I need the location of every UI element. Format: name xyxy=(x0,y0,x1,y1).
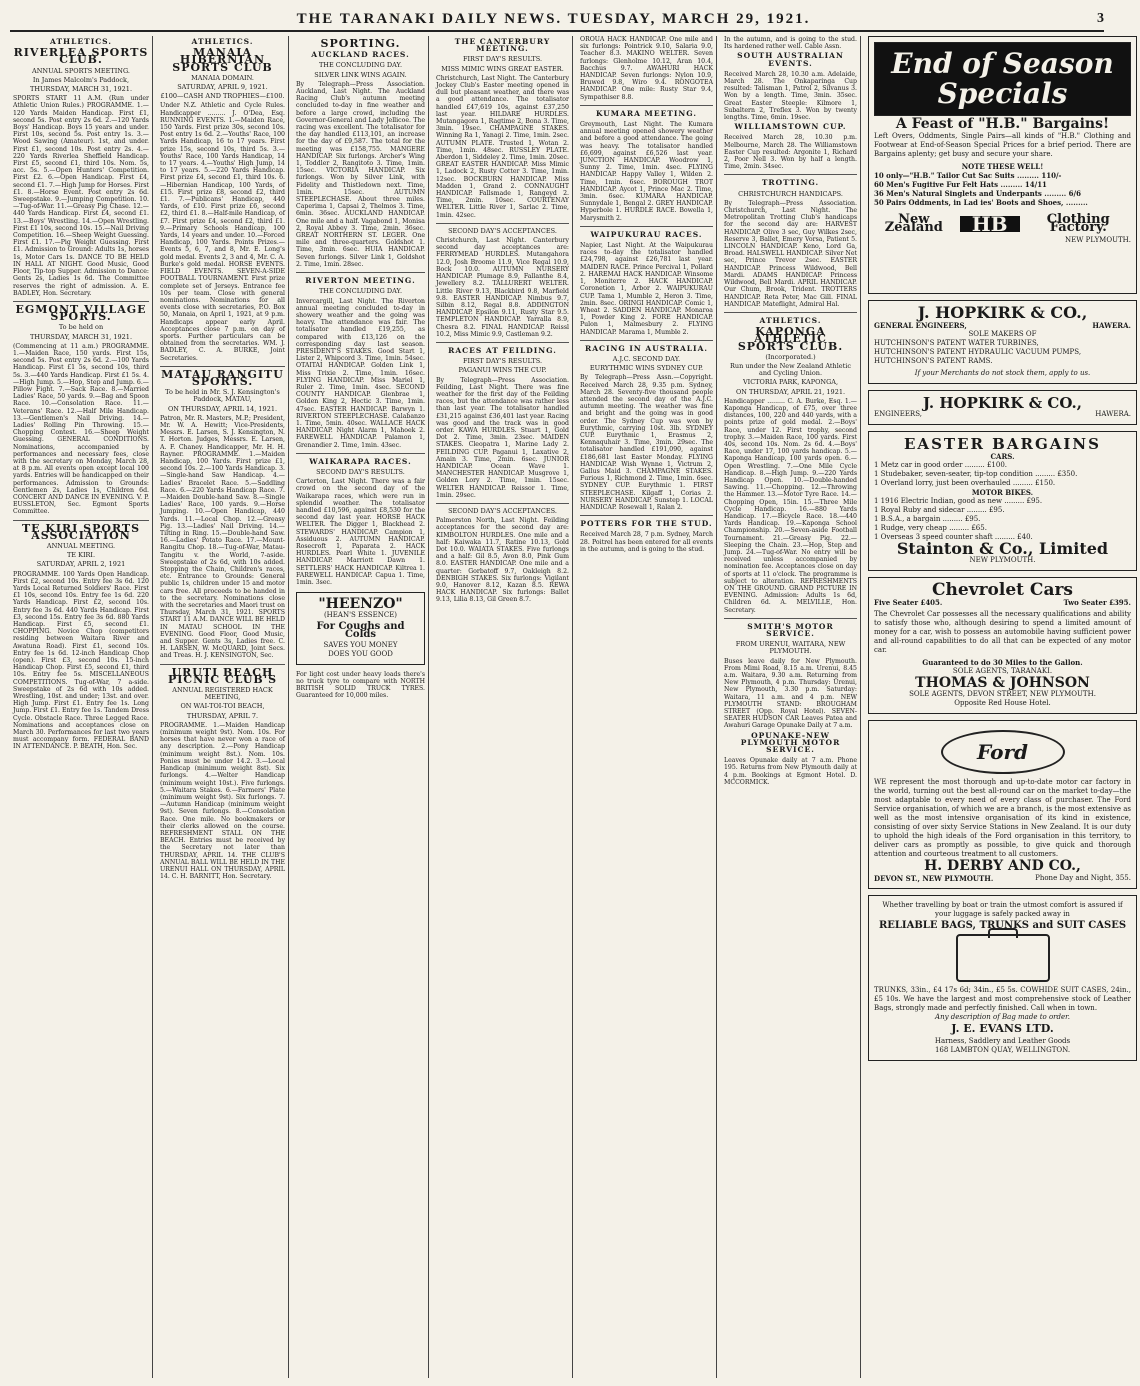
event-title: MATAU RANGITU SPORTS. xyxy=(161,367,284,388)
article-title: AUCKLAND RACES. xyxy=(311,50,410,60)
price-two-seater: Two Seater £395. xyxy=(1063,597,1131,607)
event-venue: VICTORIA PARK, KAPONGA, xyxy=(742,378,839,387)
advert-line: SAVES YOU MONEY xyxy=(323,640,398,649)
advert-title: J. HOPKIRK & CO., xyxy=(922,393,1082,412)
event-subtitle: To be held in Mr. S. J. Kensington's Paddock, MATAU, xyxy=(165,388,280,404)
article-text: By Telegraph—Press Association. Feilding, Last Night. There was fine weather for the first day of the Feilding races, but the attendance was rather less than last year. The totalisator handled £31,215 against £36,401 last year. Racing was good and the track was in good order. KAWA HURDLES. Stuart 1, Gold Dot 2. Time, 3min. 23sec. MAIDEN STAKES. Cleopatra 1, Marine Lady 2. FEILDING CUP. Paganui 1, Laxative 2, Amain 3. Time, 2min. 6sec. JUNIOR HANDICAP. Ocean Wave 1. MANCHESTER HANDICAP. Musgrove 1, Golden Lory 2. Time, 1min. 15sec. WELTER HANDICAP. Reissor 1. Time, 1min. 29sec. xyxy=(436,376,569,499)
article-title: KUMARA MEETING. xyxy=(595,108,697,118)
article-text: Christchurch, Last Night. Canterbury second day acceptances are: FERRYMEAD HURDLES. Mutangahora 12.0, Josh Broome 11.9, Vice Regal 10.9, Bock 10.0. AUTUMN NURSERY HANDICAP. Plumage 8.9, Fallanthe 8.4, Jewellery 8.2. TALLURERT WELTER. Little River 9.13, Blackbird 9.8, Marfield 9.8. EASTER HANDICAP. Nimbus 9.7, Silbin 8.12, Regal 8.8. ADDINGTON HANDICAP. Epsilon 9.11, Rusty Star 9.5. TEMPLETON HANDICAP. Yarralla 8.9, Chesra 8.2. FINAL HANDICAP. Reissl 10.2, Miss Mimic 9.9, Castleman 9.2. xyxy=(436,237,569,338)
event-subtitle: Run under the New Zealand Athletic and Cycling Union. xyxy=(729,361,851,378)
event-subtitle: ANNUAL MEETING. xyxy=(46,542,116,550)
car-item: 1 Metz car in good order ......... £100. xyxy=(874,460,1008,469)
banner-script: End of Season xyxy=(891,47,1114,80)
advert-title: SMITH'S MOTOR SERVICE. xyxy=(747,621,834,639)
event-date: SATURDAY, APRIL 9, 1921. xyxy=(177,83,268,92)
event-title: EGMONT VILLAGE SPORTS. xyxy=(15,302,147,324)
event-date: ON THURSDAY, APRIL 14, 1921. xyxy=(167,404,278,413)
advert-brand: THOMAS & JOHNSON xyxy=(915,674,1090,691)
article-text: Received March 28, 7 p.m. Sydney, March 28. Poitrel has been entered for all events in the autumn, and is going to the stud. xyxy=(580,531,713,553)
hb-logo-row xyxy=(874,213,1131,236)
advert-text: The Chevrolet Car possesses all the necessary qualifications and ability to satisfy those who, although desiring to spend a limited amount of money for a car, wish to possess an automobile having sufficient power and all-round capabilities to do all that can be expected of any motor car. xyxy=(874,609,1131,654)
advert-guarantee: Guaranteed to do 30 Miles to the Gallon. xyxy=(922,657,1083,667)
article-text: OROUA HACK HANDICAP. One mile and six furlongs: Pointrick 9.10, Salaria 9.0, Teacher 8.3. MAKINO WELTER. Seven furlongs: Glenholme 10.12, Aran 10.4, Bacchus 9.7. AWAHURI HACK HANDICAP. Seven furlongs: Nylon 10.9, Bruwed 9.8, Wiro 9.4. RONGOTEA HANDICAP. One mile: Rusty Star 9.4, Sympathiser 8.8. xyxy=(580,36,713,101)
advert-brand: "HEENZO" xyxy=(318,596,403,613)
article-title: SOUTH AUSTRALIAN EVENTS. xyxy=(737,51,844,68)
advert-phone: Phone Day and Night, 355. xyxy=(1035,873,1131,882)
divider xyxy=(160,664,285,665)
event-prize: £100—CASH AND TROPHIES—£100. xyxy=(160,92,285,101)
car-item: 1 Overland lorry, just been overhauled ......... £150. xyxy=(874,478,1056,487)
event-text: PROGRAMME. 1.—Maiden Handicap (minimum weight 9st). Nom. 10s. For horses that have never won a race of any description. 2.—Pony Handicap (minimum weight 8st.). Nom. 10s. Ponies must be under 14.2. 3.—Local Handicap (minimum weight 8st). Six furlongs. 4.—Welter Handicap (minimum weight 10st.). Five furlongs. 5.—Waitara Stakes. 6.—Farmers' Plate (minimum weight 9st). Six furlongs. 7.—Autumn Handicap (minimum weight 9st). Seven furlongs. 8.—Consolation Race. One mile. No bookmakers or their clerks allowed on the course. REFRESHMENT STALL ON THE BEACH. Entries must be received by the Secretary not later than THURSDAY, APRIL 14. THE CLUB'S ANNUAL BALL WILL BE HELD IN THE URENUI HALL ON THURSDAY, APRIL 14. C. H. BARNITT, Hon. Secretary. xyxy=(160,721,285,881)
product-item: HUTCHINSON'S PATENT HYDRAULIC VACUUM PUMPS, xyxy=(874,347,1082,356)
advert-text: WE represent the most thorough and up-to-date motor car factory in the world, turning out the best all-round car on the market to-day—the most adaptable to every need of every class of purchaser. The Ford Service organisation, of which we are a branch, is the most extensive as well as the most intensive organisation of its kind in existence, consisting of over sixty Service Stations in New Zealand. It is our duty to uphold the high ideals of the Ford organisation in this territory, to deliver cars as promptly as possible, to give quick and thorough attention and courteous treatment to all customers. xyxy=(874,778,1131,858)
divider xyxy=(724,618,857,619)
advert-text: For light cost under heavy loads there's no truck tyre to compare with NORTH BRITISH SOLID TRUCK TYRES. Guaranteed for 10,000 miles. xyxy=(296,670,425,700)
ford-advert xyxy=(868,720,1137,889)
advert-text: Whether travelling by boat or train the utmost comfort is assured if your luggage is safely packed away in xyxy=(882,900,1123,918)
hb-logo: HB xyxy=(960,216,1020,233)
event-subtitle: ANNUAL SPORTS MEETING. xyxy=(32,66,130,75)
car-item: 1 Studebaker, seven-seater, tip-top condition ......... £350. xyxy=(874,469,1078,478)
hopkirk-advert xyxy=(868,300,1137,384)
advert-brand: J. E. EVANS LTD. xyxy=(951,1022,1054,1035)
event-title: MANAIA HIBERNIAN SPORTS CLUB xyxy=(172,46,273,74)
column-6 xyxy=(721,36,861,1378)
article-subtitle: PAGANUI WINS THE CUP. xyxy=(458,366,547,375)
page-number: 3 xyxy=(1097,11,1104,26)
advert-line: DOES YOU GOOD xyxy=(328,649,393,658)
event-date: ON THURSDAY, APRIL 21, 1921. xyxy=(735,387,846,396)
advert-note-title: NOTE THESE WELL! xyxy=(961,161,1044,171)
event-subtitle: ANNUAL REGISTERED HACK MEETING, xyxy=(172,686,273,702)
advert-line: For Coughs and Colds xyxy=(316,621,405,640)
bike-item: 1 Rudge, very cheap ......... £65. xyxy=(874,523,987,532)
event-venue: TE KIRI. xyxy=(66,551,96,560)
article-subtitle: EURYTHMIC WINS SYDNEY CUP. xyxy=(589,364,704,373)
divider xyxy=(580,226,713,227)
event-text: Under N.Z. Athletic and Cycle Rules. Handicapper ......... J. O'Dea, Esq. RUNNING EVENTS. 1.—Maiden Race, 150 Yards. First prize 30s, second 10s. Post entry 1s 6d. 2.—Youths' Race, 100 Yards Handicap, 16 to 17 years. First prize 15s, second 10s, third 5s. 3.—Youths' Race, 100 Yards Handicap, 14 to 17 years. 4.—Youths' High Jump, 14 to 17 years. 5.—220 Yards Handicap. First prize £4, second £1, third 10s. 6.—Hibernian Handicap, 100 Yards, of £15. First prize £8, second £2, third £1. 7.—Publicans' Handicap, 440 Yards, of £10. First prize £6, second £2, third £1. 8.—Half-mile Handicap, of £7. First prize £4, second £2, third £1. 9.—Primary Schools Handicap, 100 Yards, 14 years and under. 10.—Forced Handicap, 100 Yards. Points Prizes.—Events 5, 6, 7, and 8, Mr. E. Long's gold medal. Events 2, 3 and 4, Mr. C. A. Burke's gold medal. HORSE EVENTS. FIELD EVENTS. SEVEN-A-SIDE FOOTBALL TOURNAMENT. First prize complete set of Jerseys. Entrance fee 10s per team. Close with general nominations. Nominations for all events close with secretaries, P.O. Box 50, Manaia, on April 1, 1921, at 9 p.m. Handicaps appear early April. Acceptances close 7 p.m. on day of sports. Further particulars can be obtained from the secretaries. WM. J. BADLEY, C. A. BURKE, Joint Secretaries. xyxy=(160,102,285,362)
section-heading: ATHLETICS. xyxy=(191,37,254,46)
event-text: (Commencing at 11 a.m.) PROGRAMME. 1.—Maiden Race, 150 yards. First 15s, second 5s. Post entry 2s 6d. 2.—100 Yards Handicap. First £1 5s, second 10s, third 5s. 3.—440 Yards Handicap. First £1 5s. 4.—High Jump. 5.—Hop, Step and Jump. 6.—Pillow Fight. 7.—Sack Race. 8.—Married Ladies' Race, 50 yards. 9.—Bag and Spoon Race. 10.—Consolation Race. 11.—Veterans' Race. 12.—Half Mile Handicap. 13.—Gentlemen's Nail Driving. 14.—Ladies' Rolling Pin Throwing. 15.—Chopping Contest. 16.—Sheep Weight Guessing. GENERAL CONDITIONS. Nominations, accompanied by performances and necessary fees, close with the secretary on Monday, March 28, at 8 p.m. All events open except local 100 yards. Entries will be handicapped on their performances. Admission to Grounds: Gentlemen 2s, Ladies 1s, Children 6d. CONCERT AND DANCE IN EVENING. V. P. EUSSLETON, Sec. Egmont Sports Committee. xyxy=(13,342,149,516)
advert-subtitle: HAWERA. xyxy=(1095,410,1131,418)
article-text: Napier, Last Night. At the Waipukurau races to-day the totalisator handled £24,798, against £26,781 last year. MAIDEN RACE. Prince Percival 1, Pollard 2. HAREMAI HACK HANDICAP. Winsome 1, Moniterre 2. HACK HANDICAP. Coronetion 1, Arbor 2. WAIPUKURAU CUP. Tama 1, Mumble 2, Heron 3. Time, 2min. 8sec. ORINGI HANDICAP. Comic 1, Wheat 2. SADDEN HANDICAP. Monaroa 1, Powder King 2. FORE HANDICAP. Pulon 1, Malmesbury 2. FLYING HANDICAP. Marama 1, Mumble 2. xyxy=(580,242,713,336)
product-item: HUTCHINSON'S PATENT WATER TURBINES, xyxy=(874,338,1039,347)
column-4 xyxy=(433,36,573,1378)
advert-subtitle: GENERAL ENGINEERS, xyxy=(874,320,967,330)
article-title: WILLIAMSTOWN CUP. xyxy=(734,122,847,132)
article-subtitle: CHRISTCHURCH HANDICAPS. xyxy=(738,189,843,198)
article-text: In the autumn, and is going to the stud. Its hardened rather well. Cable Assn. xyxy=(724,36,857,51)
event-subtitle: To be held on xyxy=(58,323,104,332)
divider xyxy=(160,366,285,367)
event-title: RIVERLEA SPORTS CLUB. xyxy=(13,46,149,67)
article-text: By Telegraph—Press Assn.—Copyright. Received March 28, 9.35 p.m. Sydney, March 28. Seventy-five thousand people attended the second day of the A.J.C. autumn meeting. The weather was fine and bright and the going was in good order. The Sydney Cup was won by Eurythmic, carrying 10st. 3lb. SYDNEY CUP. Eurythmic 1, Erasmus 2, Kennaquhair 3. Time, 3min. 29sec. The totalisator handled £191,090, against £186,681 last Easter Monday. FLYING HANDICAP. Wish Wynne 1, Victrum 2, Gallus Maid 3. CHAMPAGNE STAKES. Furious 1, Richmond 2. Time, 1min. 6sec. SYDNEY CUP. Eurythmic 1. FIRST STEEPLECHASE. Kilgaff 1, Corias 2. NURSERY HANDICAP. Sunstep 1. LOCAL HANDICAP. Rosewall 1, Ralan 2. xyxy=(580,374,713,511)
article-text: Christchurch, Last Night. The Canterbury Jockey Club's Easter meeting opened in dull but pleasant weather, and there was a good attendance. The totalisator handled £47,619 10s, against £37,250 last year. HILDARE HURDLES. Mutangagora 1, Ragtime 2, Bona 3. Time, 3min. 19sec. CHAMPAGNE STAKES. Winning Ra 1, Yanagi 2. Time, 1min. 2sec. AUTUMN PLATE. Trusted 1, Wotan 2. Time, 1min. 48sec. RUSSLEY PLATE. Aberdon 1, Siddeley 2. Time, 1min. 20sec. GREAT EASTER HANDICAP. Miss Mimic 1, Ladock 2, Rusty Cotter 3. Time, 1min. 12sec. BOCKBURN HANDICAP. Miss Madden 1, Grand 2. CONNAUGHT HANDICAP. Fallsmade 1, Rangeyd 2. Time, 2min. 10sec. COURTENAY WELTER. Little River 1, Sarlac 2. Time, 1min. 42sec. xyxy=(436,74,569,219)
advert-title: OPUNAKE-NEW PLYMOUTH MOTOR SERVICE. xyxy=(740,730,841,755)
bike-item: 1 1916 Electric Indian, good as new ......... £95. xyxy=(874,496,1043,505)
article-text: Received March 28, 10.30 a.m. Adelaide, March 28. The Onkaparinga Cup resulted: Talisman 1, Patrol 2, Silvanus 3. Won by a length. Time, 3min. 35sec. Great Easter Steeple: Kilmore 1, Subaltern 2, Treflex 3. Won by twenty lengths. Time, 6min. 19sec. xyxy=(724,70,857,122)
event-date: THURSDAY, MARCH 31, 1921. xyxy=(29,332,133,341)
article-text: Received March 28, 10.30 p.m. Melbourne, March 28. The Williamstown Easter Cup resulted: Argonite 1, Richard 2, Poor Nell 3. Won by half a length. Time, 2min. 34sec. xyxy=(724,134,857,171)
advert-text: Left Overs, Oddments, Single Pairs—all kinds of "H.B." Clothing and Footwear at End-of-Season Special Prices for a brief period. There are Bargains aplenty; get busy and secure your share. xyxy=(874,131,1131,158)
event-venue: In James Malcolm's Paddock, xyxy=(32,75,130,84)
event-text: SPORTS START 11 A.M. (Run under Athletic Union Rules.) PROGRAMME. 1.—120 Yards Maiden Handicap. First £1, second 5s. Post entry 2s 6d. 2.—120 Yards Boys' Handicap. Boys 15 years and under. First 10s, second 5s. Post entry 1s. 3.—Wood Sawing (Amateur). 1st, and under. First £1, second 10s. Post entry 2s. 4.—220 Yards Riverlea Sheffield Handicap. First £5, second £1, third 10s. Nom. 5s, acc. 5s. 5.—Open Hunters' Competition. First £2. 6.—Open Handicap. First £4, second £1. 7.—High Jump for Horses. First £1. 8.—Horse Event. Post entry 2s 6d. Sweepstake. 9.—Jumping Competition. 10.—Tug-of-War. 11.—Greasy Pig Chase. 12.—440 Yards Handicap. First £4, second £1. 13.—Boys' Wrestling. 14.—Open Wrestling. First £1 10s, second 10s. 15.—Nail Driving Competition. 16.—Sheep Weight Guessing. First £1. 17.—Pig Weight Guessing. First £1. Admission to Ground: Adults 1s, horses 1s, Motor Cars 1s. DANCE TO BE HELD IN HALL AT NIGHT. Good Music, Good Floor, Tip-top Supper. Admission to Dance: Gents 2s, Ladies 1s 6d. The Committee reserves the right of admission. A. E. BADLEY, Hon. Secretary. xyxy=(13,95,149,297)
column-3 xyxy=(293,36,429,1378)
article-text: Palmerston North, Last Night. Feilding acceptances for the second day are: KIMBOLTON HURDLES. One mile and a half: Kaiwaka 11.7, Ratine 10.13, Gold Dot 10.0. WAIATA STAKES. Five furlongs and a half: Gil 8.5, Avon 8.0, Pink Gum 8.0. EASTER HANDICAP. One mile and a quarter: Gorbatoff 9.7, Oakleigh 8.2. DENBIGH STAKES. Six furlongs: Vigilant 9.0, Hanover 8.12, Kazan 8.5. REWA HACK HANDICAP. Six furlongs: Ballet 9.13, Lilia 8.13, Gil Green 8.7. xyxy=(436,517,569,604)
article-subtitle: THE CONCLUDING DAY. xyxy=(318,61,403,70)
bike-item: 1 Overseas 3 speed counter shaft ......... £40. xyxy=(874,532,1033,541)
stainton-advert xyxy=(868,431,1137,571)
advert-brand: H. DERBY AND CO., xyxy=(924,858,1081,874)
article-title: RACING IN AUSTRALIA. xyxy=(585,343,708,353)
hopkirk-advert-small xyxy=(868,390,1137,426)
advert-title: A Feast of "H.B." Bargains! xyxy=(895,116,1110,132)
article-title: WAIKARAPA RACES. xyxy=(309,456,412,466)
advert-subtitle: SOLE AGENTS, DEVON STREET, NEW PLYMOUTH. xyxy=(909,690,1096,698)
column-7 xyxy=(865,36,1140,1378)
advert-location: NEW PLYMOUTH. xyxy=(969,556,1036,564)
article-text: Carterton, Last Night. There was a fair crowd on the second day of the Waikarapa races, which were run in splendid weather. The totalisator handled £10,596, against £8,530 for the second day last year. HORSE HACK WELTER. The Digger 1, Blackhead 2. STEWARDS' HANDICAP. Campion 1, Assiduous 2. AUTUMN HANDICAP. Rosecroft 1, Paparata 2. HACK HURDLES. Pearl White 1. JUVENILE HANDICAP. Marriott Dawn 1. SETTLERS' HACK HANDICAP. Kiltrea 1. FAREWELL HANDICAP. Capua 1. Time, 1min. 3sec. xyxy=(296,478,425,587)
event-text: Patron, Mr. R. Masters, M.P.; President, Mr. W. A. Hewitt; Vice-Presidents, Messrs. E. Larsen, S. J. Kensington, N. T. Horton. Judges, Messrs. E. Larsen, A. F. Chaney. Handicapper, Mr. H. H. Rayner. PROGRAMME. 1.—Maiden Handicap, 100 Yards. First prize £1, second 10s. 2.—100 Yards Handicap. 3.—Single-hand Saw Handicap. 4.—Ladies' Bracelet Race. 5.—Saddling Race. 6.—220 Yards Handicap Race. 7.—Maiden Double-hand Saw. 8.—Single Ladies' Race, 100 yards. 9.—Horse Jumping. 10.—Open Handicap, 440 Yards. 11.—Local Chop. 12.—Greasy Pig. 13.—Ladies' Nail Driving. 14.—Tilting in Ring. 15.—Double-hand Saw. 16.—Ladies' Potato Race. 17.—Mount-Rangitu Chop. 18.—Tug-of-War, Matau-Tangitu v. the World, 7-aside. Sweepstake of 2s 6d, with 10s added. Stopping the Chain, Children's races, etc. Entrance to Grounds: General public 1s, children under 15 and motor cars free. All proceeds to be handed in to the secretary. Nominations close with the secretaries and Maori trust on Thursday, March 31, 1921. SPORTS START 11 A.M. DANCE WILL BE HELD IN MATAU SCHOOL IN THE EVENING. Good Floor, Good Music, and Supper. Gents 3s, Ladies free. C. H. LARSEN, W. McQUARD, Joint Secs. and Treas. H. J. KENSINGTON, Sec. xyxy=(160,414,285,660)
event-date: THURSDAY, MARCH 31, 1921. xyxy=(29,85,133,94)
advert-subrow xyxy=(874,874,1131,883)
heenzo-advert xyxy=(296,592,425,665)
column-1 xyxy=(10,36,153,1378)
divider xyxy=(580,340,713,341)
divider xyxy=(436,223,569,224)
advert-location: NEW PLYMOUTH. xyxy=(1065,235,1131,244)
advert-makers: SOLE MAKERS OF xyxy=(968,329,1037,338)
divider xyxy=(580,515,713,516)
article-title: WAIPUKURAU RACES. xyxy=(590,229,703,239)
article-title: RIVERTON MEETING. xyxy=(305,276,416,286)
advert-subtitle: Opposite Red House Hotel. xyxy=(954,699,1051,707)
advert-list: TRUNKS, 33in., £4 17s 6d; 34in., £5 5s. COWHIDE SUIT CASES, 24in., £5 10s. We have the largest and most comprehensive stock of Leather Bags, strongly made and perfectly finished. Call when in town. xyxy=(874,986,1131,1012)
article-text: Invercargill, Last Night. The Riverton annual meeting concluded to-day in showery weather and the going was heavy. The attendance was fair. The totalisator handled £19,255, as compared with £13,126 on the corresponding day last season. PRESIDENT'S STAKES. Good Start 1, Lister 2, Whipcord 3. Time, 1min. 54sec. OTAITAI HANDICAP. Golden Link 1, Miss Trixie 2. Time, 1min. 16sec. FLYING HANDICAP. Miss Mariel 1, Ruler 2. Time, 1min. 4sec. SECOND COUNTY HANDICAP. Glenbrae 1, Golden King 2, Hectic 3. Time, 1min. 47sec. EASTER HANDICAP. Barwyn 1. RIVERTON STEEPLECHASE. Calabanzo 1. Time, 5min. 40sec. WALLACE HACK HANDICAP. Night Alarm 1, Mahoek 2. FAREWELL HANDICAP. Palamon 1, Grenandier 2. Time, 1min. 43sec. xyxy=(296,297,425,449)
bargain-item: 60 Men's Fugitive Fur Felt Hats ......... 14/11 xyxy=(874,179,1047,189)
event-title: TE KIRI SPORTS ASSOCIATION xyxy=(21,521,141,542)
article-text: Greymouth, Last Night. The Kumara annual meeting opened showery weather and before a good attendance. The going was heavy. The totalisator handled £6,699, against £6,526 last year. JUNCTION HANDICAP. Woodrow 1, Sunny 2. Time, 1min. 4sec. FLYING HANDICAP. Happy Valley 1, Wilden 2. Time, 1min. 6sec. BOROUGH TROT HANDICAP. Aycot 1, Prince Mac 2. Time, 3min. 6sec. KUMARA HANDICAP. Sunnydale 1, Bengal 2. GREY HANDICAP. Hyperbole 1. HURDLE RACE. Bowella 1, Marysmith 2. xyxy=(580,121,713,222)
advert-subtitle: (HEAN'S ESSENCE) xyxy=(323,611,398,620)
divider xyxy=(724,174,857,175)
evans-luggage-advert xyxy=(868,895,1137,1061)
logo-right-text: Clothing Factory. xyxy=(1046,211,1110,235)
ford-logo: Ford xyxy=(941,730,1065,774)
divider xyxy=(13,301,149,302)
section-heading: ATHLETICS. xyxy=(50,37,112,46)
bargain-item: 10 only—"H.B." Tailor Cut Sac Suits ......... 110/- xyxy=(874,170,1062,180)
advert-category: MOTOR BIKES. xyxy=(971,487,1034,497)
advert-title: J. HOPKIRK & CO., xyxy=(917,303,1088,322)
event-venue: MANAIA DOMAIN. xyxy=(191,73,254,82)
advert-location: 168 LAMBTON QUAY, WELLINGTON. xyxy=(934,1045,1071,1054)
masthead xyxy=(10,8,1104,32)
article-text: By Telegraph—Press Association. Auckland, Last Night. The Auckland Racing Club's autumn meeting concluded to-day in fine weather and before a large crowd, including the Governor-General and Lady Jellicoe. The racing was excellent. The totalisator for the day handled £113,101, an increase for the day of £9,587. The total for the meeting was £158,755. MANGERE HANDICAP. Six furlongs. Archer's Wing 1, Toddler 2, Rangitoto 3. Time, 1min. 15sec. VICTORIA HANDICAP. Six furlongs. Won by Silver Link, with Fidelity and Thistledown next. Time, 1min. 15sec. AUTUMN STEEPLECHASE. About three miles. Caperima 1, Capsai 2, Thelmos 3. Time, 6min. 36sec. AUCKLAND HANDICAP. One mile and a half. Vagabond 1, Monisa 2, Royal Abbey 3. Time, 2min. 36sec. GREAT NORTHERN ST. LEGER. One mile and three-quarters. Goldshot 1. Time, 3min. 6sec. HUIA HANDICAP. Seven furlongs. Silver Link 1, Goldshot 2. Time, 1min. 28sec. xyxy=(296,80,425,268)
section-heading: SPORTING. xyxy=(320,37,401,50)
article-title: RACES AT FEILDING. xyxy=(448,345,557,355)
article-subtitle: SILVER LINK WINS AGAIN. xyxy=(314,70,407,79)
article-title: POTTERS FOR THE STUD. xyxy=(580,519,713,529)
end-of-season-banner xyxy=(874,42,1131,116)
advert-location: DEVON ST., NEW PLYMOUTH. xyxy=(874,873,994,883)
article-title: TROTTING. xyxy=(761,178,820,188)
hb-clothing-advert xyxy=(868,36,1137,294)
advert-brand: Stainton & Co., Limited xyxy=(896,538,1109,558)
event-date: SATURDAY, APRIL 2, 1921 xyxy=(36,560,126,569)
event-date: THURSDAY, APRIL 7. xyxy=(186,711,259,720)
advert-subtitle: Harness, Saddlery and Leather Goods xyxy=(934,1036,1071,1045)
article-subtitle: A.J.C. SECOND DAY. xyxy=(612,354,681,363)
divider xyxy=(436,503,569,504)
logo-left-text: New Zealand xyxy=(884,211,943,235)
event-title: URUTI BEACH PICNIC CLUB'S xyxy=(167,665,278,686)
banner-script: Specials xyxy=(937,77,1068,110)
divider xyxy=(296,272,425,273)
advert-title: RELIABLE BAGS, TRUNKS and SUIT CASES xyxy=(878,919,1127,931)
article-text: By Telegraph—Press Association. Christchurch, Last Night. The Metropolitan Trotting Club's handicaps for the second day are: HARVEST HANDICAP. Olive 3 sec, Guy Wilkes 2sec, Reserve 3, Ballet, Emery Vorsa, Patient 5. LINCOLN HANDICAP. Keno, Lord Ga, Broad. HALSWELL HANDICAP. Silver Net sec, Prince Trevor 2sec. EASTER HANDICAP. Princess Wildwood, Bell Mardi. ADAMS HANDICAP. Princess Wildwood, Bell Mardi. APRIL HANDICAP. Our Chum, Brook, Trident. TROTTERS HANDICAP. Reta Peter, Mac Gill. FINAL HANDICAP. Mateflight, Admiral Hal. xyxy=(724,199,857,308)
event-text: Handicapper ......... C. A. Burke, Esq. 1.—Kaponga Handicap, of £75, over three distances, 100, 220 and 440 yards, with a points prize of gold medal. 2.—Boys' Race, under 12. First trophy, second trophy. 3.—Maiden Race, 100 yards. First 40s, second 10s. Nom. 2s 6d. 4.—Boys' Race, under 17, 100 yards handicap. 5.—Kaponga Handicap, 100 yards open. 6.—Open Wrestling. 7.—One Mile Cycle Handicap. 8.—High Jump. 9.—220 Yards Handicap Open. 10.—Double-handed Sawing. 11.—Chopping. 12.—Throwing the Hammer. 13.—Motor Tyre Race. 14.—Chopping Open, 15in. 15.—Three Mile Cycle Handicap. 16.—880 Yards Handicap. 17.—Bicycle Race. 18.—440 Yards Handicap. 19.—Kaponga School Championship. 20.—Seven-aside Football Tournament. 21.—Greasy Pig. 22.—Sleeping the Chain. 23.—Hop, Step and Jump. 24.—Tug-of-War. No entry will be received unless accompanied by nomination fee. Acceptances close on day of sports at 11 o'clock. The programme is subject to alteration. REFRESHMENTS ON THE GROUND. GRAND PICTURE IN EVENING. Admission: Adults 1s 6d, Children 6d. A. MELVILLE, Hon. Secretary. xyxy=(724,397,857,614)
article-subtitle: THE CONCLUDING DAY. xyxy=(318,287,403,296)
article-subtitle: MISS MIMIC WINS GREAT EASTER. xyxy=(441,64,564,73)
advert-note: Any description of Bag made to order. xyxy=(935,1013,1070,1021)
advert-title: EASTER BARGAINS xyxy=(904,435,1101,453)
bargain-item: 50 Pairs Oddments, in Lad ies' Boots and Shoes, ......... xyxy=(874,197,1088,207)
advert-text: Buses leave daily for New Plymouth. From Mimi Road, 8.15 a.m. Urenui, 8.45 a.m. Waitara, 9.30 a.m. Returning from New Plymouth, 4 p.m. Thursday: Urenui, New Plymouth, 3.30 p.m. Saturday: Waitara, 11 a.m. and 4 p.m. NEW PLYMOUTH STAND: BROUGHAM STREET (Opp. Royal Hotel). SEVEN-SEATER HUDSON CAR Leaves Patea and Awahuri Garage Opunake Daily at 7 a.m. xyxy=(724,657,857,730)
article-subtitle: SECOND DAY'S ACCEPTANCES. xyxy=(448,506,557,515)
divider xyxy=(13,520,149,521)
bike-item: 1 B.S.A., a bargain ......... £95. xyxy=(874,514,981,523)
advert-subtitle: FROM URENUI, WAITARA, NEW PLYMOUTH. xyxy=(735,640,846,656)
event-subtitle: (Incorporated.) xyxy=(765,352,816,361)
article-subtitle: FIRST DAY'S RESULTS. xyxy=(462,357,543,366)
advert-category: CARS. xyxy=(990,451,1015,461)
article-subtitle: SECOND DAY'S ACCEPTANCES. xyxy=(448,226,557,235)
advert-subtitle: ENGINEERS, xyxy=(874,410,922,418)
trunk-icon xyxy=(956,934,1050,982)
columns xyxy=(10,36,1131,1378)
divider xyxy=(436,342,569,343)
section-heading: ATHLETICS. xyxy=(759,315,822,325)
column-5 xyxy=(577,36,717,1378)
bike-item: 1 Royal Ruby and sidecar ......... £95. xyxy=(874,505,1005,514)
article-subtitle: SECOND DAY'S RESULTS. xyxy=(316,467,405,476)
masthead-title: THE TARANAKI DAILY NEWS. TUESDAY, MARCH 29, 1921. xyxy=(296,10,811,27)
column-2 xyxy=(157,36,289,1378)
event-title: KAPONGA ATHLETIC SPORTS CLUB. xyxy=(737,325,844,353)
chevrolet-advert xyxy=(868,577,1137,714)
divider xyxy=(296,453,425,454)
divider xyxy=(724,312,857,313)
bargain-item: 36 Men's Natural Singlets and Underpants ......... 6/6 xyxy=(874,188,1081,198)
divider xyxy=(580,105,713,106)
event-venue: ON WAI-TOI-TOI BEACH, xyxy=(180,702,265,711)
price-five-seater: Five Seater £405. xyxy=(874,597,943,607)
event-text: PROGRAMME. 100 Yards Open Handicap. First £2, second 10s. Entry fee 3s 6d. 120 Yards Local Returned Soldiers' Race. First £1 10s, second 10s. Entry fee 1s 6d. 220 Yards Handicap. First £2, second 10s. Entry fee 3s 6d. 440 Yards Handicap. First £3, second 15s. Entry fee 3s 6d. 880 Yards Handicap. First £5, second £1. CHOPPING. Novice Chop (competitors residing between Waitara River and Awatuna Road). First £1, second 10s. Entry fee 1s 6d. 12-inch Handicap Chop (open). First £3, second 10s. 15-inch Handicap Chop. First £5, second £1, third 10s. Entry fee 5s. MISCELLANEOUS COMPETITIONS. Tug-of-War, 7 a-side. Sweepstake of 2s 6d with 10s added. Wrestling, 10st. and under; 13st. and over. High Jump. First £1. Entry fee 1s. Long Jump. First £1. Entry fee 1s. Tandem Dress Cycle. Obstacle Race. Three Legged Race. Nominations and acceptances close on March 30. Performances for last two years must accompany form. FEDERAL BAND IN ATTENDANCE. P. BEATH, Hon. Sec. xyxy=(13,570,149,751)
article-title: THE CANTERBURY MEETING. xyxy=(454,37,551,54)
product-item: HUTCHINSON'S PATENT RAMS. xyxy=(874,356,993,365)
advert-agents: SOLE AGENTS, TARANAKI. xyxy=(952,666,1053,675)
advert-note: If your Merchants do not stock them, apply to us. xyxy=(914,368,1091,377)
advert-text: Leaves Opunake daily at 7 a.m. Phone 195. Returns from New Plymouth daily at 4 p.m. Bookings at Egmont Hotel. D. MCCORMICK. xyxy=(724,757,857,786)
advert-title: Chevrolet Cars xyxy=(932,580,1073,600)
advert-subtitle: HAWERA. xyxy=(1092,320,1131,330)
article-subtitle: FIRST DAY'S RESULTS. xyxy=(462,55,543,64)
